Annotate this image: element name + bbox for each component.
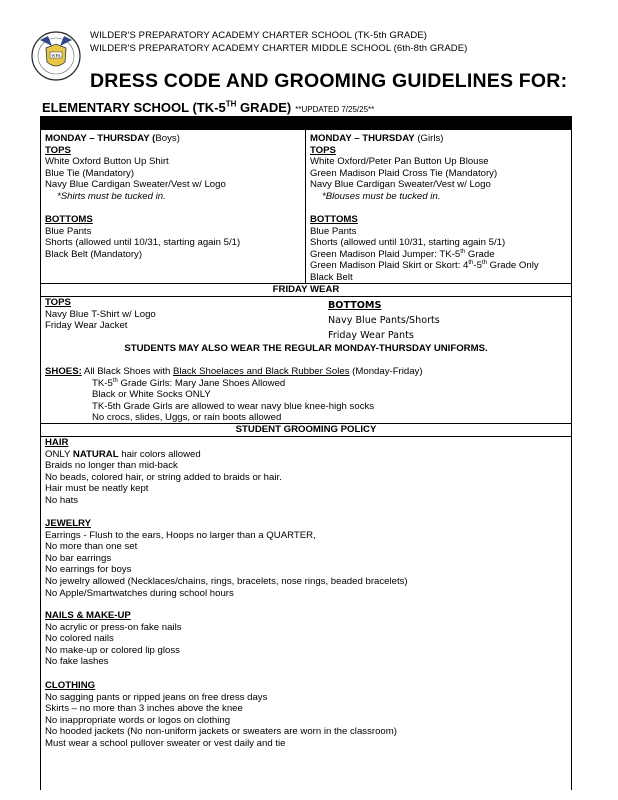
hair-item: Hair must be neatly kept bbox=[45, 483, 149, 495]
school-name-middle: WILDER'S PREPARATORY ACADEMY CHARTER MIDDLE SCHOOL (6th-8th GRADE) bbox=[90, 43, 468, 54]
friday-bottom-item: Friday Wear Pants bbox=[328, 330, 414, 341]
jewelry-item: Earrings - Flush to the ears, Hoops no larger than a QUARTER, bbox=[45, 529, 316, 541]
girls-tops-note: *Blouses must be tucked in. bbox=[322, 191, 441, 202]
clothing-item: Skirts – no more than 3 inches above the knee bbox=[45, 703, 243, 715]
shoes-item: No crocs, slides, Uggs, or rain boots allowed bbox=[92, 412, 282, 424]
shoes-policy: SHOES: All Black Shoes with Black Shoelaces and Black Rubber Soles (Monday-Friday) bbox=[45, 366, 423, 377]
nails-label: NAILS & MAKE-UP bbox=[45, 610, 131, 621]
boys-bottom-item: Shorts (allowed until 10/31, starting again 5/1) bbox=[45, 237, 241, 249]
nails-item: No make-up or colored lip gloss bbox=[45, 644, 180, 656]
boys-bottoms-label: BOTTOMS bbox=[45, 214, 93, 225]
friday-top-item: Navy Blue T-Shirt w/ Logo bbox=[45, 308, 156, 320]
logo-initials: WPA bbox=[51, 53, 61, 58]
section-divider bbox=[41, 296, 571, 297]
girls-bottom-item: Black Belt bbox=[310, 272, 353, 283]
friday-heading: FRIDAY WEAR bbox=[272, 284, 340, 295]
girls-bottom-item: Shorts (allowed until 10/31, starting again 5/1) bbox=[310, 237, 506, 249]
jewelry-item: No jewelry allowed (Necklaces/chains, rings, bracelets, nose rings, beaded bracelets) bbox=[45, 576, 408, 587]
dress-code-table bbox=[40, 129, 572, 790]
boys-bottom-item: Blue Pants bbox=[45, 225, 92, 237]
girls-bottom-item: Blue Pants bbox=[310, 225, 357, 237]
clothing-item: Must wear a school pullover sweater or vest daily and tie bbox=[45, 738, 286, 749]
clothing-item: No sagging pants or ripped jeans on free dress days bbox=[45, 691, 268, 703]
header-divider-bar bbox=[40, 116, 572, 129]
girls-top-item: White Oxford/Peter Pan Button Up Blouse bbox=[310, 156, 489, 168]
girls-heading: MONDAY – THURSDAY (Girls) bbox=[310, 133, 444, 144]
boys-tops-label: TOPS bbox=[45, 144, 71, 156]
boys-top-item: Navy Blue Cardigan Sweater/Vest w/ Logo bbox=[45, 179, 226, 191]
grooming-heading: STUDENT GROOMING POLICY bbox=[235, 424, 377, 435]
clothing-label: CLOTHING bbox=[45, 680, 96, 691]
jewelry-item: No Apple/Smartwatches during school hours bbox=[45, 587, 234, 599]
girls-bottoms-label: BOTTOMS bbox=[310, 214, 358, 225]
nails-item: No fake lashes bbox=[45, 656, 109, 668]
shoes-item: TK-5th Grade Girls are allowed to wear navy blue knee-high socks bbox=[92, 400, 375, 412]
hair-item: Braids no longer than mid-back bbox=[45, 460, 178, 472]
regular-uniform-note: STUDENTS MAY ALSO WEAR THE REGULAR MONDAY-THURSDAY UNIFORMS. bbox=[124, 343, 488, 354]
boys-heading: MONDAY – THURSDAY (Boys) bbox=[45, 133, 180, 144]
jewelry-item: No bar earrings bbox=[45, 552, 112, 564]
hair-item: No hats bbox=[45, 495, 79, 506]
hair-item: No beads, colored hair, or string added to braids or hair. bbox=[45, 471, 282, 483]
friday-tops-label: TOPS bbox=[45, 297, 71, 308]
nails-item: No colored nails bbox=[45, 633, 114, 645]
hair-item: ONLY NATURAL hair colors allowed bbox=[45, 448, 201, 460]
clothing-item: No inappropriate words or logos on clothing bbox=[45, 714, 231, 726]
school-name-elementary: WILDER'S PREPARATORY ACADEMY CHARTER SCHOOL (TK-5th GRADE) bbox=[90, 30, 428, 41]
girls-tops-label: TOPS bbox=[310, 144, 336, 156]
hair-label: HAIR bbox=[45, 437, 69, 448]
boys-top-item: White Oxford Button Up Shirt bbox=[45, 156, 169, 168]
boys-tops-note: *Shirts must be tucked in. bbox=[57, 191, 166, 202]
friday-bottoms-label: BOTTOMS bbox=[328, 300, 382, 311]
updated-date: **UPDATED 7/25/25** bbox=[295, 105, 375, 114]
jewelry-item: No earrings for boys bbox=[45, 564, 132, 576]
jewelry-item: No more than one set bbox=[45, 541, 138, 553]
girls-bottom-item: Green Madison Plaid Jumper: TK-5th Grade bbox=[310, 248, 495, 260]
shoes-item: TK-5th Grade Girls: Mary Jane Shoes Allowed bbox=[92, 377, 286, 389]
nails-item: No acrylic or press-on fake nails bbox=[45, 621, 182, 633]
school-crest-logo bbox=[30, 26, 82, 92]
jewelry-label: JEWELRY bbox=[45, 518, 92, 529]
column-divider bbox=[305, 130, 306, 283]
boys-top-item: Blue Tie (Mandatory) bbox=[45, 167, 135, 179]
friday-top-item: Friday Wear Jacket bbox=[45, 320, 128, 332]
friday-bottom-item: Navy Blue Pants/Shorts bbox=[328, 315, 440, 326]
boys-bottom-item: Black Belt (Mandatory) bbox=[45, 248, 143, 260]
girls-bottom-item: Green Madison Plaid Skirt or Skort: 4th-5th Grade Only bbox=[310, 260, 539, 272]
page-title: DRESS CODE AND GROOMING GUIDELINES FOR: bbox=[90, 70, 568, 92]
section-divider bbox=[41, 436, 571, 437]
page-subtitle: ELEMENTARY SCHOOL (TK-5TH GRADE) **UPDATED 7/25/25** bbox=[42, 99, 375, 115]
shoes-item: Black or White Socks ONLY bbox=[92, 389, 211, 401]
clothing-item: No hooded jackets (No non-uniform jackets or sweaters are worn in the classroom) bbox=[45, 726, 397, 738]
girls-top-item: Navy Blue Cardigan Sweater/Vest w/ Logo bbox=[310, 179, 491, 191]
girls-top-item: Green Madison Plaid Cross Tie (Mandatory) bbox=[310, 167, 498, 179]
